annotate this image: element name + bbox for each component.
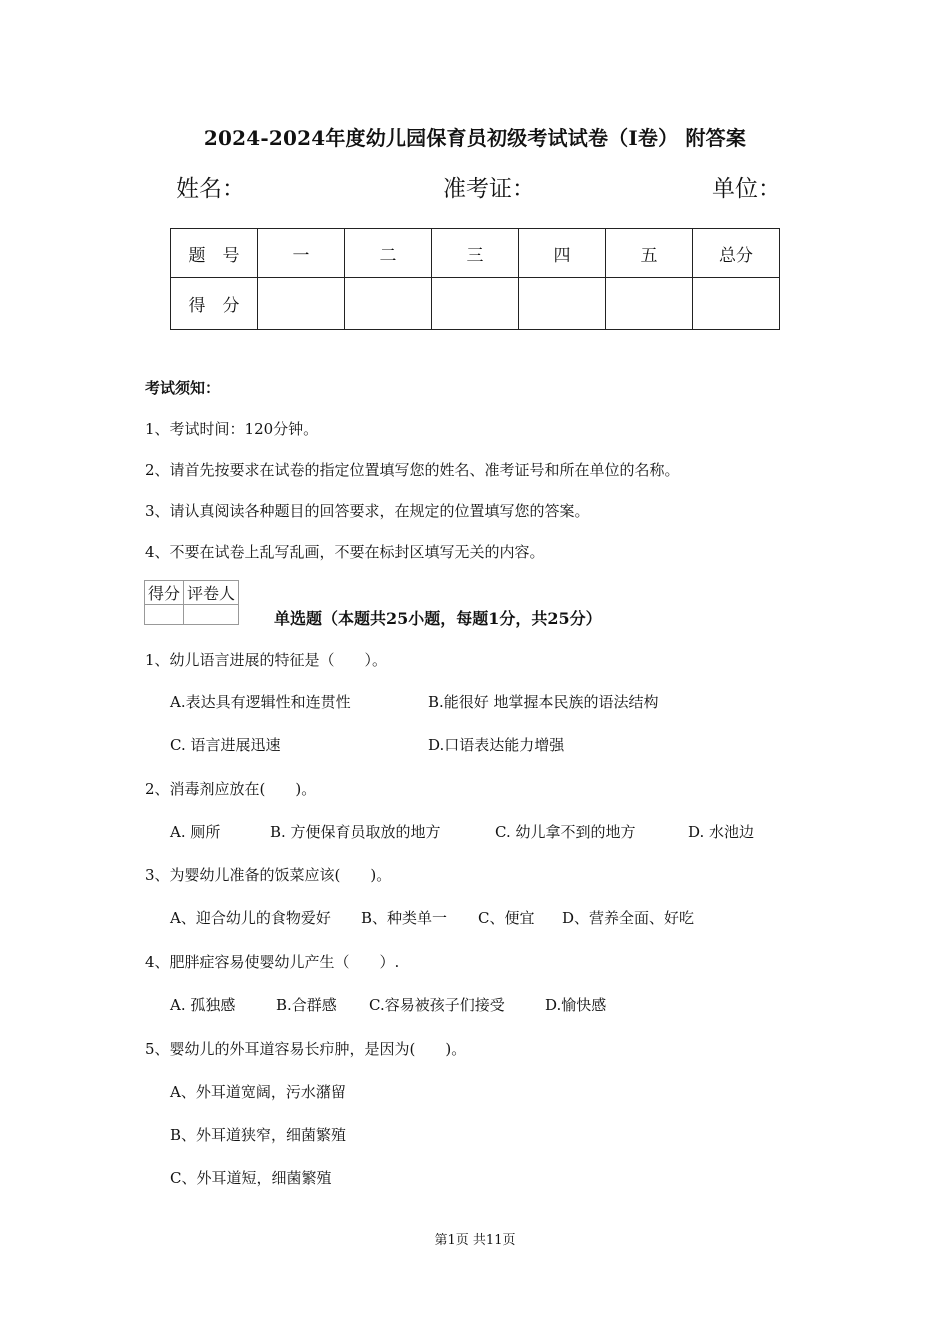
- page-footer: 第1页 共11页: [434, 1233, 516, 1248]
- question-option: D. 水池边: [688, 823, 755, 841]
- question-option: C、便宜: [478, 909, 535, 927]
- grader-box: [144, 580, 239, 625]
- grader-score-cell[interactable]: [145, 605, 184, 625]
- score-table-header-cell: 二: [345, 229, 432, 278]
- notice-item: 4、不要在试卷上乱写乱画，不要在标封区填写无关的内容。: [145, 543, 545, 561]
- score-table-header-cell: 五: [606, 229, 693, 278]
- question-option: C. 幼儿拿不到的地方: [495, 823, 636, 841]
- score-cell[interactable]: [258, 278, 345, 330]
- question-stem: 2、消毒剂应放在( )。: [145, 780, 317, 798]
- score-table-header-cell: 三: [432, 229, 519, 278]
- question-option: A、迎合幼儿的食物爱好: [170, 909, 331, 927]
- question-option: A. 厕所: [170, 823, 221, 841]
- grader-score-label: 得分: [145, 581, 184, 605]
- question-stem: 4、肥胖症容易使婴幼儿产生（ ）.: [145, 953, 400, 971]
- question-option: C.容易被孩子们接受: [369, 996, 505, 1014]
- question-option: D、营养全面、好吃: [562, 909, 695, 927]
- score-table-header-cell: 四: [519, 229, 606, 278]
- grader-reviewer-cell[interactable]: [184, 605, 239, 625]
- question-option: C. 语言进展迅速: [170, 736, 281, 754]
- score-cell[interactable]: [606, 278, 693, 330]
- notice-heading: 考试须知：: [145, 379, 221, 397]
- question-option: B、外耳道狭窄，细菌繁殖: [170, 1126, 347, 1144]
- score-cell[interactable]: [345, 278, 432, 330]
- score-table-header-cell: 题 号: [171, 229, 258, 278]
- section-title: 单选题（本题共25小题，每题1分，共25分）: [274, 609, 602, 628]
- grader-reviewer-label: 评卷人: [184, 581, 239, 605]
- question-option: D.愉快感: [545, 996, 607, 1014]
- score-table-header-cell: 一: [258, 229, 345, 278]
- question-stem: 5、婴幼儿的外耳道容易长疖肿，是因为( )。: [145, 1040, 467, 1058]
- question-option: B.能很好 地掌握本民族的语法结构: [428, 693, 659, 711]
- question-option: D.口语表达能力增强: [428, 736, 565, 754]
- question-option: A.表达具有逻辑性和连贯性: [170, 693, 351, 711]
- score-cell[interactable]: [693, 278, 780, 330]
- question-option: C、外耳道短，细菌繁殖: [170, 1169, 332, 1187]
- question-option: B、种类单一: [361, 909, 448, 927]
- question-option: B. 方便保育员取放的地方: [270, 823, 441, 841]
- notice-item: 2、请首先按要求在试卷的指定位置填写您的姓名、准考证号和所在单位的名称。: [145, 461, 680, 479]
- score-table: [170, 228, 780, 330]
- exam-title: 2024-2024年度幼儿园保育员初级考试试卷（I卷） 附答案: [203, 126, 747, 150]
- question-option: B.合群感: [276, 996, 337, 1014]
- score-table-header-cell: 总分: [693, 229, 780, 278]
- score-row-label: 得 分: [171, 278, 258, 330]
- name-field-label: 姓名：: [176, 176, 245, 202]
- question-option: A、外耳道宽阔，污水潴留: [170, 1083, 346, 1101]
- score-table-header-row: [171, 229, 780, 278]
- score-cell[interactable]: [432, 278, 519, 330]
- question-stem: 3、为婴幼儿准备的饭菜应该( )。: [145, 866, 392, 884]
- score-table-score-row: [171, 278, 780, 330]
- notice-item: 1、考试时间：120分钟。: [145, 420, 319, 438]
- question-stem: 1、幼儿语言进展的特征是（ ）。: [145, 651, 388, 669]
- unit-field-label: 单位：: [712, 176, 781, 202]
- score-cell[interactable]: [519, 278, 606, 330]
- exam-number-field-label: 准考证：: [443, 176, 535, 202]
- notice-item: 3、请认真阅读各种题目的回答要求，在规定的位置填写您的答案。: [145, 502, 590, 520]
- question-option: A. 孤独感: [170, 996, 236, 1014]
